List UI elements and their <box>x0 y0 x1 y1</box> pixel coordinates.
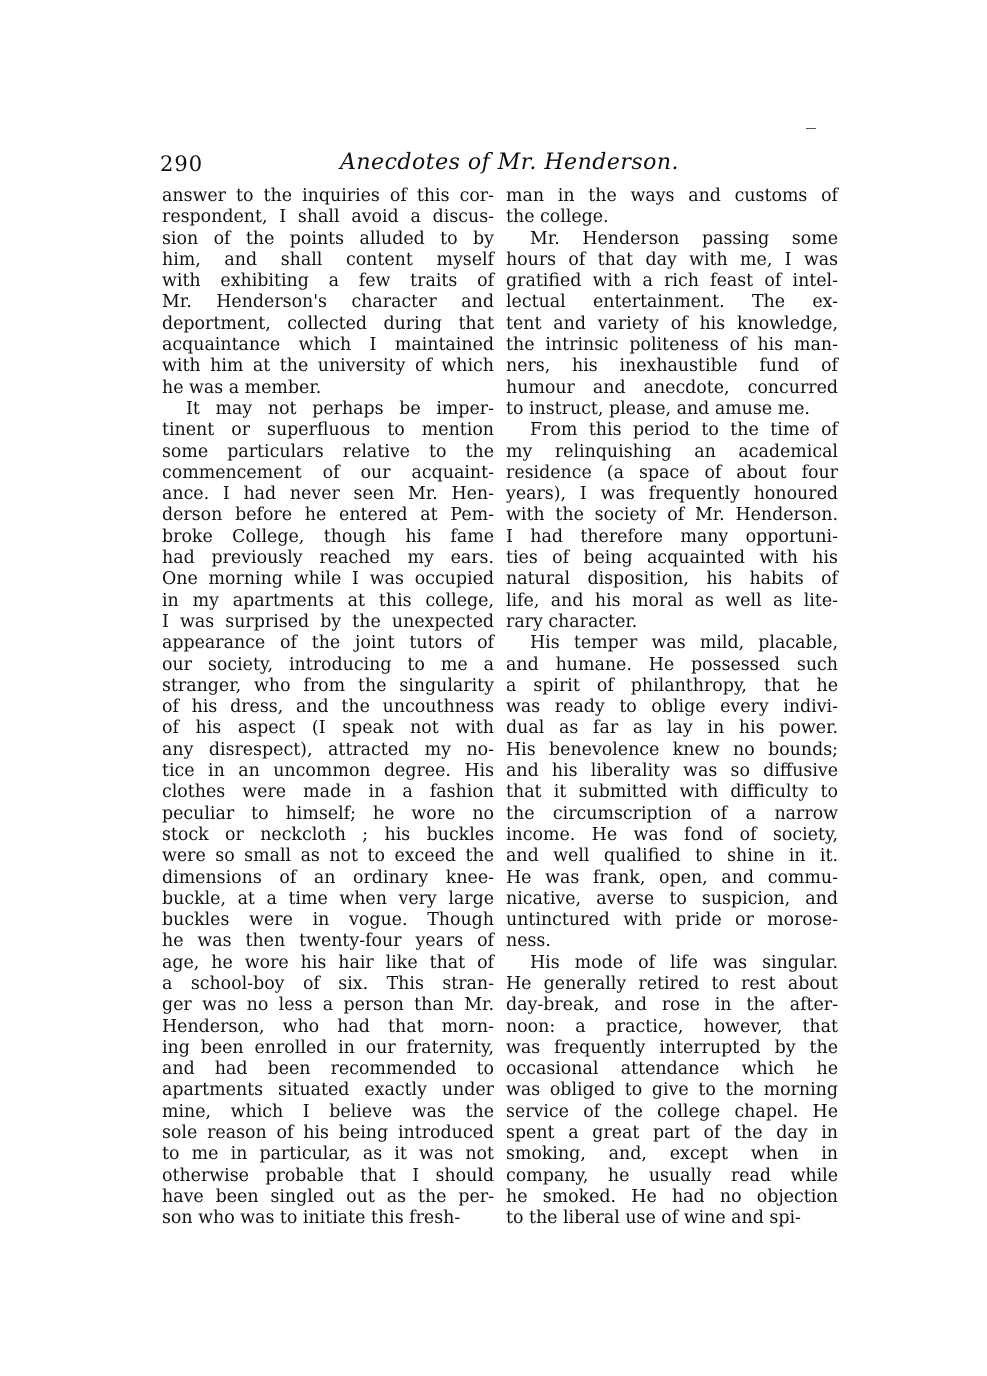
margin-mark <box>806 128 816 129</box>
text-line: a school-boy of six. This stran- <box>162 973 494 994</box>
text-line: mine, which I believe was the <box>162 1101 494 1122</box>
text-line: dual as far as lay in his power. <box>506 718 838 739</box>
text-line: and humane. He possessed such <box>506 654 838 675</box>
text-line: hours of that day with me, I was <box>506 249 838 270</box>
text-line: tent and variety of his knowledge, <box>506 313 838 334</box>
text-line: and had been recommended to <box>162 1059 494 1080</box>
text-line: was obliged to give to the morning <box>506 1080 838 1101</box>
text-line: smoking, and, except when in <box>506 1144 838 1165</box>
text-line: spent a great part of the day in <box>506 1123 838 1144</box>
text-line: derson before he entered at Pem- <box>162 505 494 526</box>
text-line: nicative, averse to suspicion, and <box>506 888 838 909</box>
text-line: the college. <box>506 207 609 228</box>
page-number: 290 <box>160 152 204 176</box>
text-line: It may not perhaps be imper- <box>186 398 494 419</box>
text-line: residence (a space of about four <box>506 462 838 483</box>
text-line: noon: a practice, however, that <box>506 1016 838 1037</box>
text-line: have been singled out as the per- <box>162 1186 494 1207</box>
text-line: untinctured with pride or morose- <box>506 910 838 931</box>
text-line: life, and his moral as well as lite- <box>506 590 838 611</box>
text-line: I was surprised by the unexpected <box>162 611 494 632</box>
text-line: stranger, who from the singularity <box>162 675 494 696</box>
text-line: my relinquishing an academical <box>506 441 838 462</box>
text-line: he was a member. <box>162 377 322 398</box>
text-line: ance. I had never seen Mr. Hen- <box>162 484 494 505</box>
text-line: and well qualified to shine in it. <box>506 846 838 867</box>
text-line: was ready to oblige every indivi- <box>506 697 838 718</box>
text-line: rary character. <box>506 611 638 632</box>
text-line: gratified with a rich feast of intel- <box>506 271 838 292</box>
text-line: otherwise probable that I should <box>162 1165 494 1186</box>
text-line: income. He was fond of society, <box>506 824 838 845</box>
text-line: any disrespect), attracted my no- <box>162 739 494 760</box>
text-line: day-break, and rose in the after- <box>506 995 838 1016</box>
text-line: the intrinsic politeness of his man- <box>506 335 838 356</box>
text-line: ties of being acquainted with his <box>506 548 838 569</box>
text-line: man in the ways and customs of <box>506 186 838 206</box>
text-line: His benevolence knew no bounds; <box>506 739 838 760</box>
text-line: ing been enrolled in our fraternity, <box>162 1037 494 1058</box>
text-line: respondent, I shall avoid a discus- <box>162 207 494 228</box>
text-line: ners, his inexhaustible fund of <box>506 356 838 377</box>
text-line: His mode of life was singular. <box>530 952 838 973</box>
text-line: our society, introducing to me a <box>162 654 494 675</box>
text-line: sion of the points alluded to by <box>162 228 494 249</box>
text-line: to me in particular, as it was not <box>162 1144 494 1165</box>
text-line: clothes were made in a fashion <box>162 782 494 803</box>
text-line: with him at the university of which <box>162 356 494 377</box>
text-line: with the society of Mr. Henderson. <box>506 505 838 526</box>
text-line: ger was no less a person than Mr. <box>162 995 494 1016</box>
text-line: Mr. Henderson's character and <box>162 292 494 313</box>
text-line: apartments situated exactly under <box>162 1080 494 1101</box>
text-line: buckle, at a time when very large <box>162 888 494 909</box>
text-line: he was then twenty-four years of <box>162 931 494 952</box>
right-column <box>506 186 838 1230</box>
text-line: tice in an uncommon degree. His <box>162 761 494 782</box>
text-line: son who was to initiate this fresh- <box>162 1208 461 1229</box>
text-line: a spirit of philanthropy, that he <box>506 675 838 696</box>
text-line: He generally retired to rest about <box>506 973 838 994</box>
text-line: I had therefore many opportuni- <box>506 526 838 547</box>
text-line: years), I was frequently honoured <box>506 484 838 505</box>
text-line: in my apartments at this college, <box>162 590 494 611</box>
text-line: buckles were in vogue. Though <box>162 910 494 931</box>
text-line: One morning while I was occupied <box>162 569 494 590</box>
text-line: company, he usually read while <box>506 1165 838 1186</box>
text-line: broke College, though his fame <box>162 526 494 547</box>
text-line: to the liberal use of wine and spi- <box>506 1208 801 1229</box>
text-line: lectual entertainment. The ex- <box>506 292 838 313</box>
running-title: Anecdotes of Mr. Henderson. <box>340 150 680 175</box>
text-line: occasional attendance which he <box>506 1059 838 1080</box>
text-line: dimensions of an ordinary knee- <box>162 867 494 888</box>
text-line: to instruct, please, and amuse me. <box>506 398 810 419</box>
text-line: age, he wore his hair like that of <box>162 952 494 973</box>
text-line: peculiar to himself; he wore no <box>162 803 494 824</box>
text-line: appearance of the joint tutors of <box>162 633 494 654</box>
text-line: of his dress, and the uncouthness <box>162 697 494 718</box>
text-line: humour and anecdote, concurred <box>506 377 838 398</box>
text-line: him, and shall content myself <box>162 249 494 270</box>
left-column <box>162 186 494 1230</box>
text-line: service of the college chapel. He <box>506 1101 838 1122</box>
text-line: the circumscription of a narrow <box>506 803 838 824</box>
text-line: with exhibiting a few traits of <box>162 271 494 292</box>
text-line: tinent or superfluous to mention <box>162 420 494 441</box>
text-line: of his aspect (I speak not with <box>162 718 494 739</box>
text-line: answer to the inquiries of this cor- <box>162 186 494 206</box>
text-line: he smoked. He had no objection <box>506 1186 838 1207</box>
text-line: had previously reached my ears. <box>162 548 494 569</box>
text-line: was frequently interrupted by the <box>506 1037 838 1058</box>
text-line: commencement of our acquaint- <box>162 462 494 483</box>
text-line: Mr. Henderson passing some <box>530 228 838 249</box>
text-line: acquaintance which I maintained <box>162 335 494 356</box>
text-line: deportment, collected during that <box>162 313 494 334</box>
text-line: some particulars relative to the <box>162 441 494 462</box>
text-line: He was frank, open, and commu- <box>506 867 838 888</box>
text-line: natural disposition, his habits of <box>506 569 838 590</box>
text-line: were so small as not to exceed the <box>162 846 494 867</box>
text-line: From this period to the time of <box>530 420 838 441</box>
text-line: stock or neckcloth ; his buckles <box>162 824 494 845</box>
text-line: ness. <box>506 931 551 952</box>
text-line: His temper was mild, placable, <box>530 633 838 654</box>
text-line: and his liberality was so diffusive <box>506 761 838 782</box>
text-line: that it submitted with difficulty to <box>506 782 838 803</box>
text-line: sole reason of his being introduced <box>162 1123 494 1144</box>
text-line: Henderson, who had that morn- <box>162 1016 494 1037</box>
